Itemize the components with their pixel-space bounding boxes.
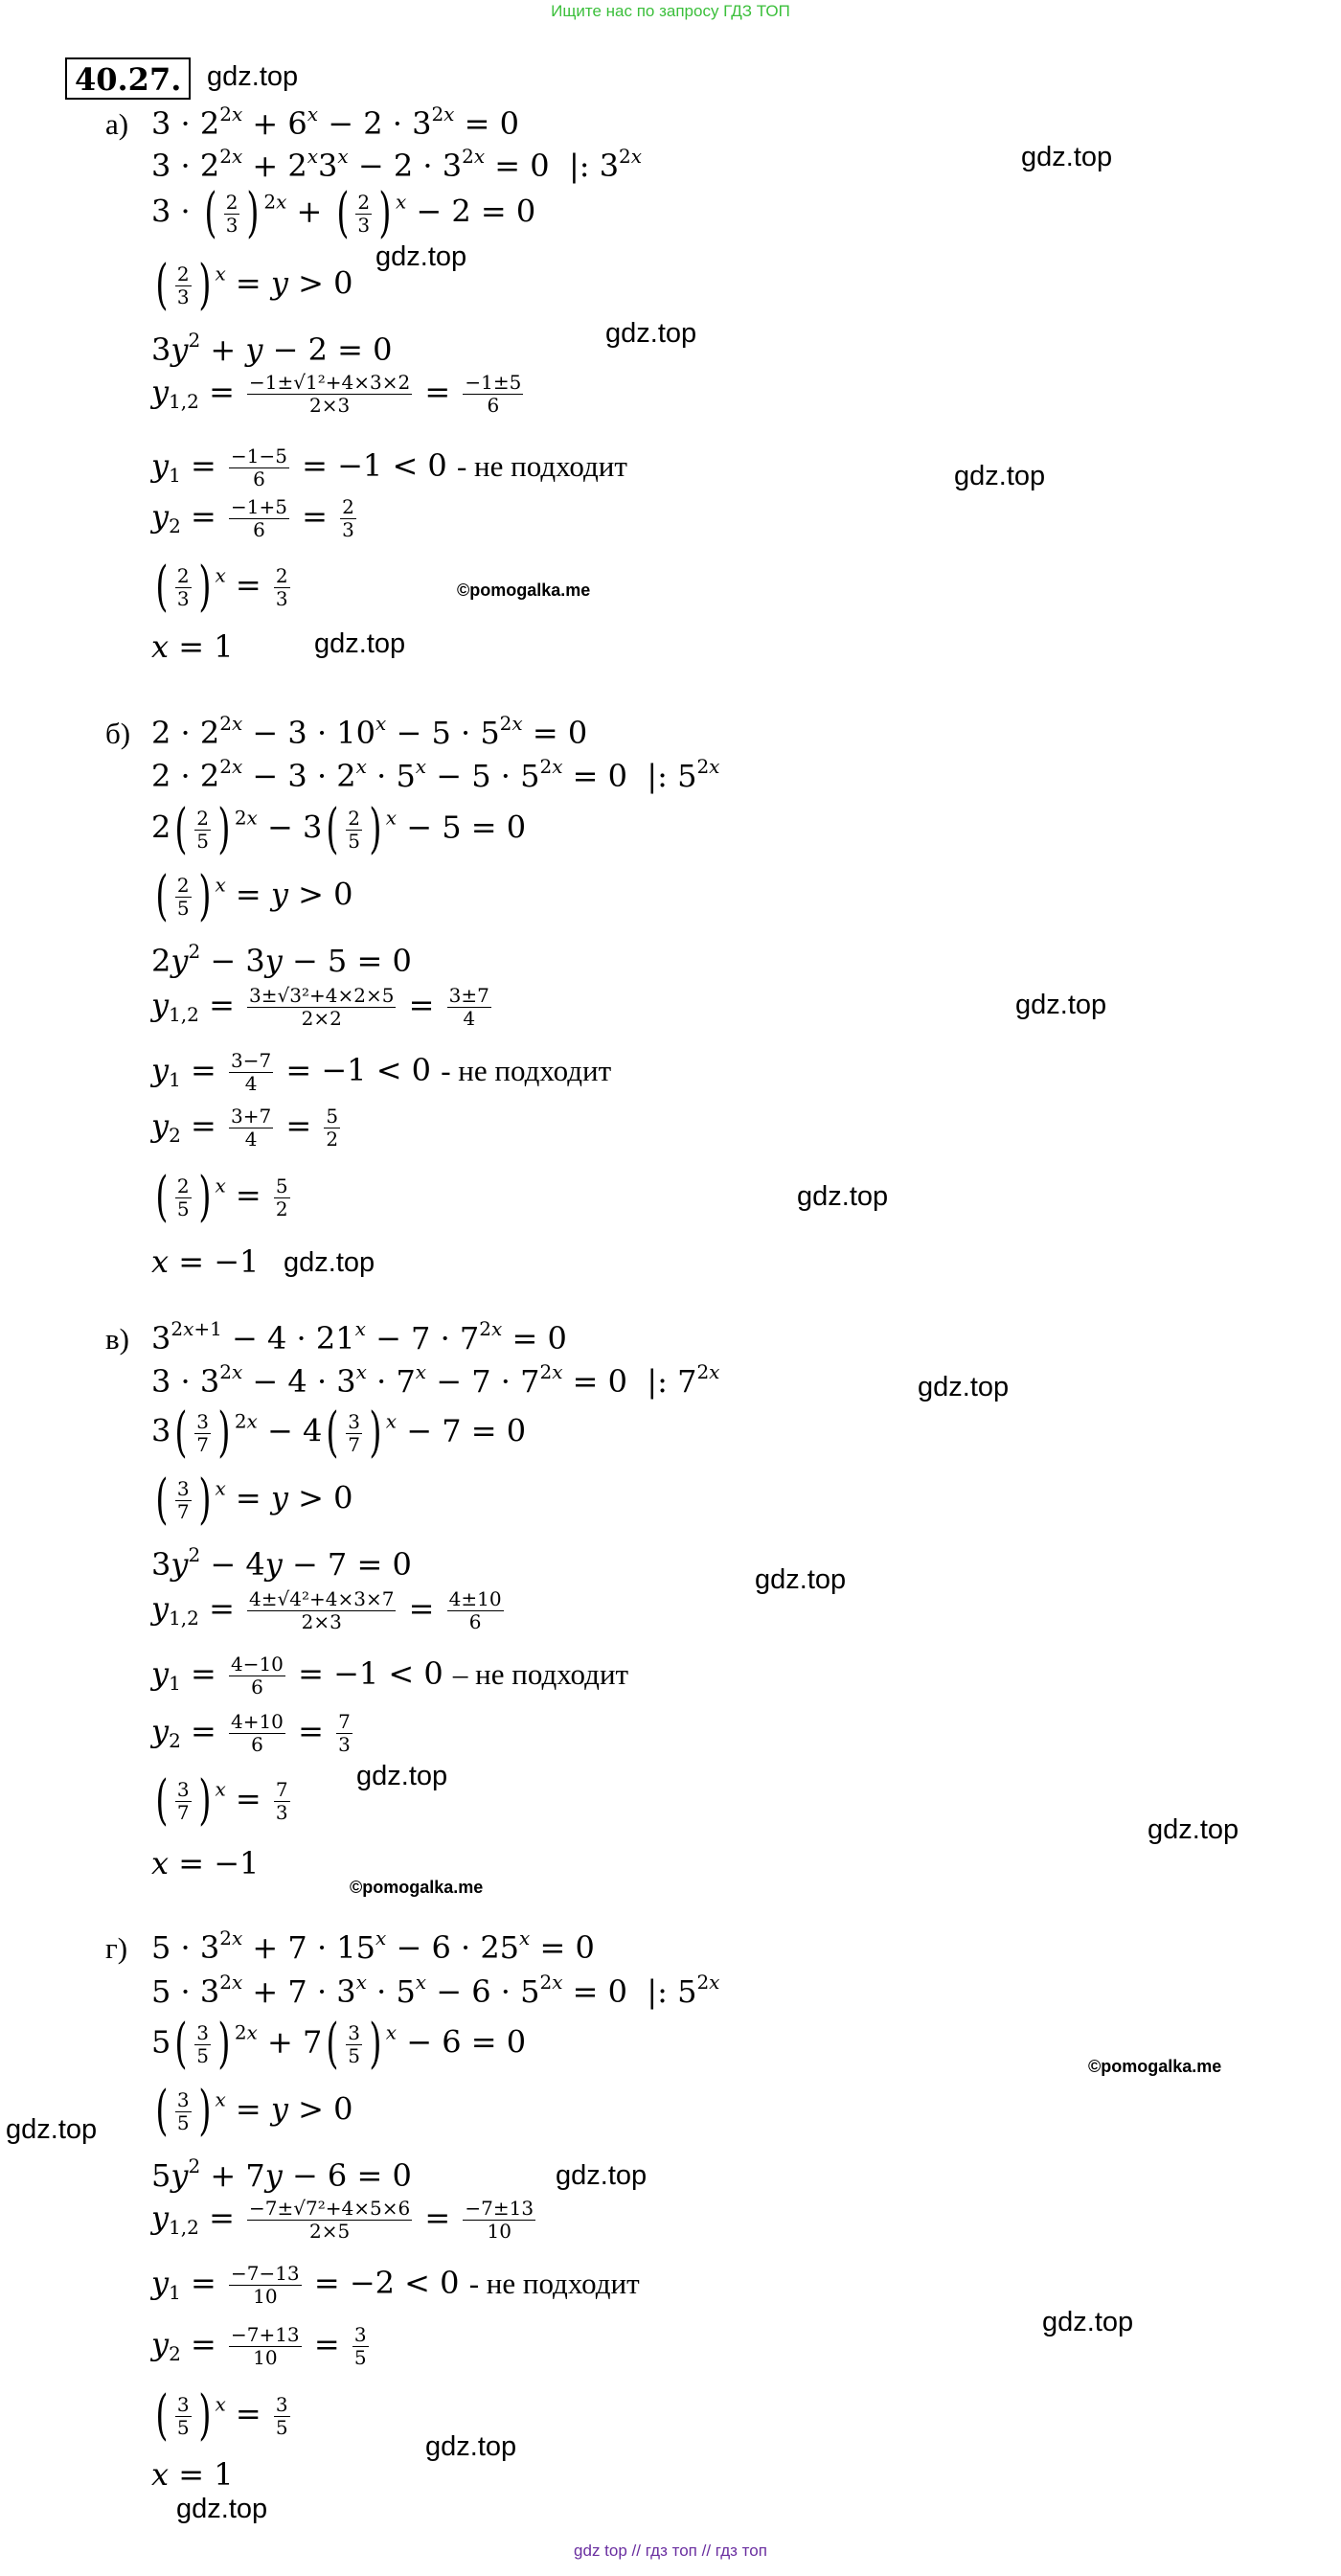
- footer-separator: //: [631, 2542, 641, 2560]
- equation-line: ( $\frac{2}{5}$ ) $^x$ = $\frac{5}{2}$: [155, 1166, 288, 1228]
- equation-line: x = 1: [151, 2456, 234, 2493]
- watermark: gdz.top: [556, 2160, 648, 2191]
- equation-line: $3y^2 + y - 2 = 0$: [151, 329, 393, 368]
- equation-line: x = −1: [151, 1845, 260, 1881]
- footer-link-gdz-top-ru[interactable]: гдз топ: [645, 2542, 697, 2560]
- watermark: gdz.top: [1042, 2307, 1134, 2337]
- watermark: gdz.top: [176, 2494, 268, 2524]
- rejection-note: - не подходит: [441, 1054, 612, 1087]
- watermark: gdz.top: [375, 241, 467, 272]
- equation-line: $3 \cdot 2^{2x} + 6^x - 2 \cdot 3^{2x} = 0$: [151, 103, 519, 142]
- equation-line: $5 \cdot 3^{2x} + 7 \cdot 15^x - 6 \cdot 25^x = 0$: [151, 1926, 595, 1966]
- footer-link-gdz-top-ru[interactable]: гдз топ: [715, 2542, 767, 2560]
- top-banner[interactable]: Ищите нас по запросу ГДЗ ТОП: [551, 2, 790, 20]
- equation-line: $y_2$ = $\frac{-7+13}{10}$ = $\frac{3}{5}$: [151, 2323, 367, 2369]
- watermark: gdz.top: [425, 2431, 517, 2462]
- watermark: gdz.top: [918, 1372, 1010, 1402]
- part-label-g: г): [105, 1931, 128, 1965]
- equation-line: $y_1$ = $\frac{4-10}{6}$ = −1 < 0 – не подходит: [151, 1653, 629, 1698]
- watermark: gdz.top: [284, 1247, 375, 1278]
- part-label-v: в): [105, 1322, 129, 1356]
- copyright-mark: ©pomogalka.me: [350, 1878, 484, 1897]
- equation-line: $y_1$ = $\frac{3-7}{4}$ = −1 < 0 - не подходит: [151, 1049, 612, 1095]
- copyright-mark: ©pomogalka.me: [1088, 2057, 1222, 2076]
- equation-line: 3 ( $\frac{3}{7}$ ) $^{2x}$ − 4 ( $\frac{3}{7}$ ) $^x$ − 7 = 0: [151, 1402, 527, 1464]
- footer-links: [0, 2542, 1341, 2561]
- rejection-note: - не подходит: [456, 449, 627, 483]
- equation-line: $5y^2 + 7y - 6 = 0$: [151, 2154, 412, 2194]
- equation-line: $2y^2 - 3y - 5 = 0$: [151, 940, 412, 979]
- copyright-mark: ©pomogalka.me: [457, 581, 591, 600]
- equation-line: x = 1: [151, 628, 234, 665]
- equation-line: $3y^2 - 4y - 7 = 0$: [151, 1543, 412, 1583]
- equation-line: $y_{1,2}$ = $\frac{\text{3±√3²+4×2×5}}{2\times 2}$ = $\frac{3\pm 7}{4}$: [151, 984, 489, 1030]
- equation-line: $y_{1,2}$ = $\frac{\text{4±√4²+4×3×7}}{2\times 3}$ = $\frac{4\pm 10}{6}$: [151, 1587, 502, 1633]
- equation-line: 2 ( $\frac{2}{5}$ ) $^{2x}$ − 3 ( $\frac{2}{5}$ ) $^x$ − 5 = 0: [151, 798, 527, 860]
- watermark: gdz.top: [755, 1564, 847, 1595]
- watermark: gdz.top: [1148, 1814, 1239, 1845]
- footer-link-gdz-top[interactable]: gdz top: [574, 2542, 627, 2560]
- equation-line: ( $\frac{2}{5}$ ) $^x$ = y > 0: [155, 865, 353, 927]
- watermark: gdz.top: [1021, 142, 1113, 172]
- equation-line: $y_{1,2}$ = $\frac{\text{−7±√7²+4×5×6}}{2\times 5}$ = $\frac{-7\pm 13}{10}$: [151, 2197, 534, 2243]
- part-label-a: а): [105, 107, 129, 141]
- equation-line: $y_2$ = $\frac{4+10}{6}$ = $\frac{7}{3}$: [151, 1710, 351, 1756]
- equation-line: ( $\frac{3}{7}$ ) $^x$ = $\frac{7}{3}$: [155, 1769, 288, 1832]
- watermark: gdz.top: [314, 628, 406, 659]
- watermark: gdz.top: [605, 318, 697, 349]
- equation-line: $5 \cdot 3^{2x} + 7 \cdot 3^x \cdot 5^x - 6 \cdot 5^{2x} = 0$ |: $5^{2x}$: [151, 1971, 720, 2010]
- equation-line: $3 \cdot 3^{2x} - 4 \cdot 3^x \cdot 7^x - 7 \cdot 7^{2x} = 0$ |: $7^{2x}$: [151, 1360, 720, 1400]
- equation-line: ( $\frac{3}{7}$ ) $^x$ = y > 0: [155, 1469, 353, 1531]
- equation-line: $y_{1,2}$ = $\frac{\text{−1±√1²+4×3×2}}{2\times 3}$ = $\frac{-1\pm 5}{6}$: [151, 371, 522, 417]
- equation-line: 5 ( $\frac{3}{5}$ ) $^{2x}$ + 7 ( $\frac{3}{5}$ ) $^x$ − 6 = 0: [151, 2013, 527, 2075]
- footer-separator: //: [701, 2542, 712, 2560]
- equation-line: $y_1$ = $\frac{-1-5}{6}$ = −1 < 0 - не подходит: [151, 445, 627, 490]
- equation-line: ( $\frac{3}{5}$ ) $^x$ = y > 0: [155, 2080, 353, 2142]
- problem-number: 40.27.: [65, 57, 191, 100]
- rejection-note: – не подходит: [452, 1657, 629, 1691]
- equation-line: ( $\frac{3}{5}$ ) $^x$ = $\frac{3}{5}$: [155, 2384, 288, 2447]
- rejection-note: - не подходит: [468, 2267, 640, 2300]
- equation-line: $2 \cdot 2^{2x} - 3 \cdot 2^x \cdot 5^x - 5 \cdot 5^{2x} = 0$ |: $5^{2x}$: [151, 755, 720, 794]
- watermark: gdz.top: [1015, 990, 1107, 1020]
- equation-line: x = −1: [151, 1243, 260, 1280]
- equation-line: 3 · ( $\frac{2}{3}$ ) $^{2x}$ + ( $\frac{2}{3}$ ) $^x$ − 2 = 0: [151, 182, 536, 244]
- equation-line: $2 \cdot 2^{2x} - 3 \cdot 10^x - 5 \cdot 5^{2x} = 0$: [151, 712, 588, 751]
- watermark: gdz.top: [356, 1761, 448, 1791]
- equation-line: $3^{2x+1} - 4 \cdot 21^x - 7 \cdot 7^{2x} = 0$: [151, 1317, 567, 1356]
- equation-line: $y_1$ = $\frac{-7-13}{10}$ = −2 < 0 - не подходит: [151, 2262, 640, 2308]
- equation-line: $3 \cdot 2^{2x} + 2^x3^x - 2 \cdot 3^{2x} = 0$ |: $3^{2x}$: [151, 145, 643, 184]
- equation-line: $y_2$ = $\frac{-1+5}{6}$ = $\frac{2}{3}$: [151, 495, 354, 541]
- watermark: gdz.top: [954, 461, 1046, 491]
- watermark: gdz.top: [6, 2114, 98, 2145]
- equation-line: ( $\frac{2}{3}$ ) $^x$ = $\frac{2}{3}$: [155, 556, 288, 618]
- part-label-b: б): [105, 717, 131, 750]
- watermark: gdz.top: [207, 61, 299, 92]
- equation-line: ( $\frac{2}{3}$ ) $^x$ = y > 0: [155, 254, 353, 316]
- equation-line: $y_2$ = $\frac{3+7}{4}$ = $\frac{5}{2}$: [151, 1105, 339, 1151]
- watermark: gdz.top: [797, 1181, 889, 1212]
